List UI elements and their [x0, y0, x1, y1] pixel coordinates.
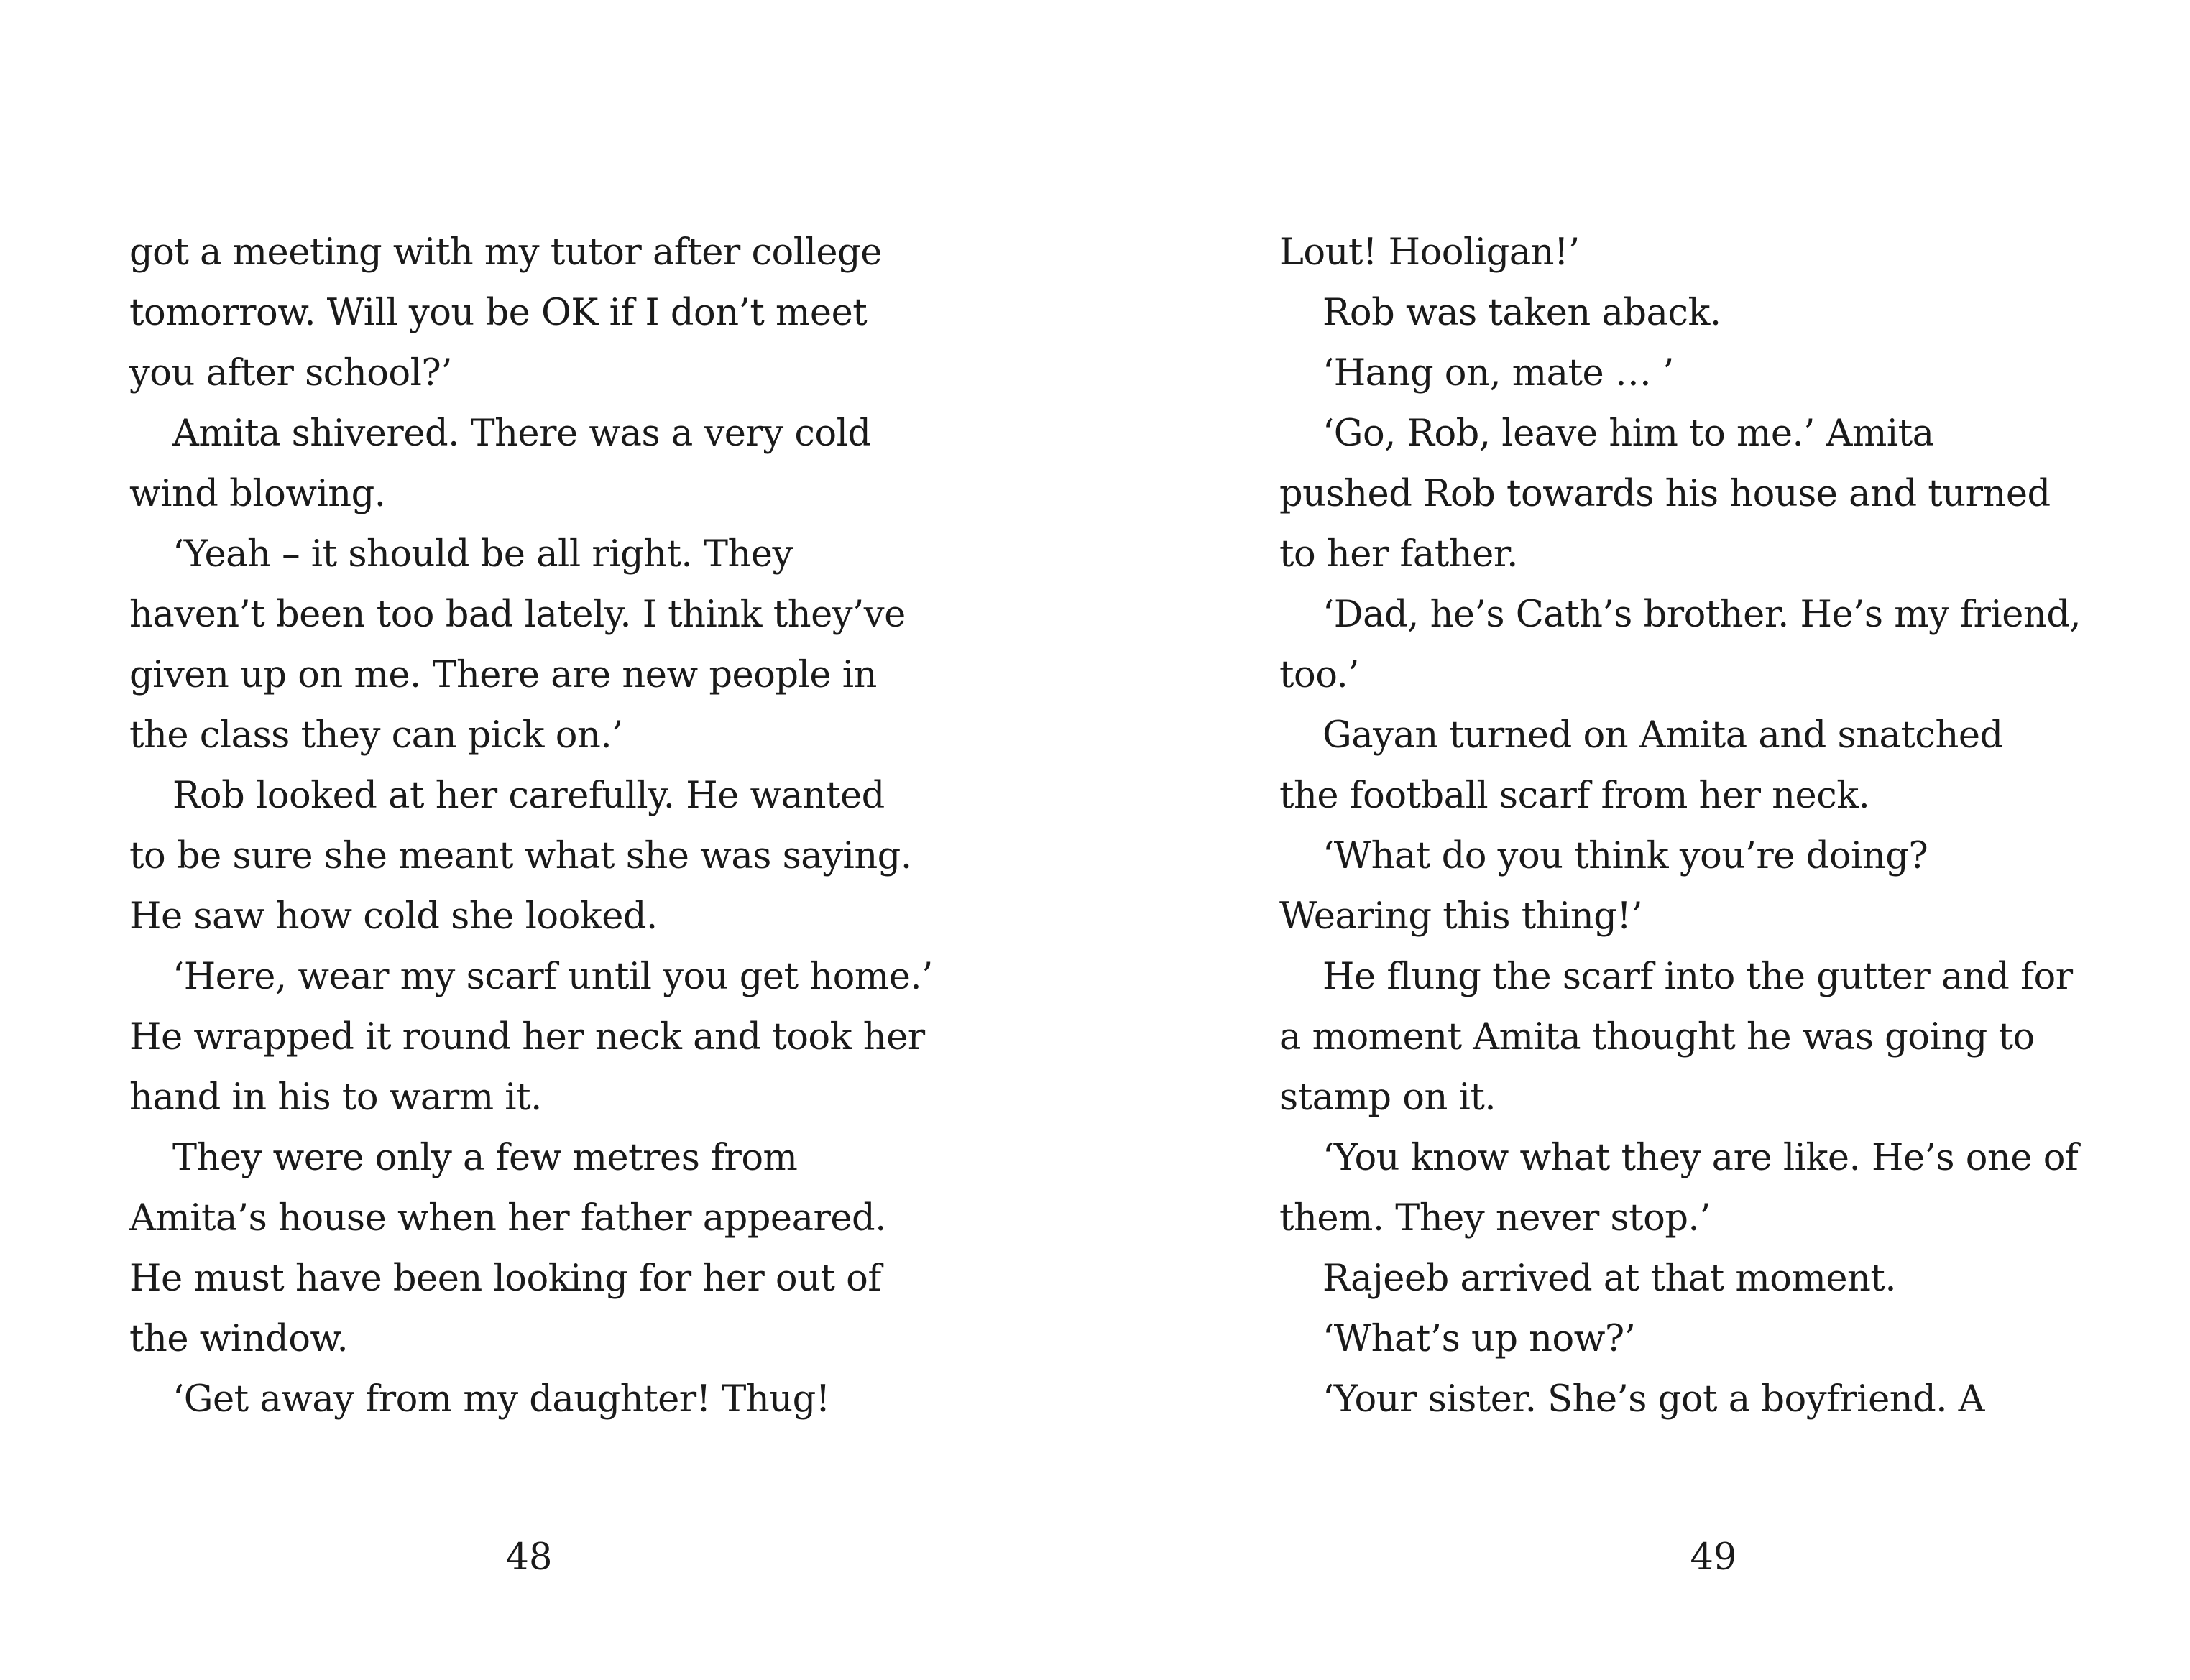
text-line: Lout! Hooligan!’	[1279, 231, 1580, 274]
text-line: too.’	[1279, 654, 1359, 696]
right-page-text	[1279, 223, 2171, 1430]
text-line: ‘Hang on, mate … ’	[1322, 352, 1674, 394]
text-line: Gayan turned on Amita and snatched	[1322, 714, 2003, 757]
text-line: He wrapped it round her neck and took her	[129, 1016, 925, 1058]
text-line: them. They never stop.’	[1279, 1197, 1711, 1240]
text-line: ‘What do you think you’re doing?	[1322, 835, 1928, 877]
text-line: ‘Yeah – it should be all right. They	[172, 533, 793, 576]
right-page	[1095, 0, 2190, 1680]
text-line: Amita shivered. There was a very cold	[172, 412, 871, 455]
page-number: 48	[505, 1536, 553, 1579]
page-number: 49	[1690, 1536, 1737, 1579]
text-line: a moment Amita thought he was going to	[1279, 1016, 2035, 1058]
text-line: haven’t been too bad lately. I think they’ve	[129, 594, 906, 636]
text-line: you after school?’	[129, 352, 452, 394]
text-line: Amita’s house when her father appeared.	[129, 1197, 886, 1240]
text-line: the class they can pick on.’	[129, 714, 623, 757]
text-line: ‘What’s up now?’	[1322, 1318, 1636, 1360]
text-line: to her father.	[1279, 533, 1518, 576]
text-line: Rob looked at her carefully. He wanted	[172, 775, 885, 817]
text-line: to be sure she meant what she was saying.	[129, 835, 912, 877]
text-line: tomorrow. Will you be OK if I don’t meet	[129, 292, 868, 334]
text-line: given up on me. There are new people in	[129, 654, 877, 696]
text-line: ‘Here, wear my scarf until you get home.’	[172, 956, 933, 998]
text-line: They were only a few metres from	[172, 1137, 798, 1179]
text-line: hand in his to warm it.	[129, 1076, 542, 1119]
text-line: ‘You know what they are like. He’s one of	[1322, 1137, 2079, 1179]
text-line: Rajeeb arrived at that moment.	[1322, 1257, 1897, 1300]
text-line: He flung the scarf into the gutter and for	[1322, 956, 2073, 998]
text-line: ‘Get away from my daughter! Thug!	[172, 1378, 830, 1421]
text-line: He must have been looking for her out of	[129, 1257, 881, 1300]
text-line: stamp on it.	[1279, 1076, 1496, 1119]
text-line: Wearing this thing!’	[1279, 895, 1643, 938]
left-page-text	[129, 223, 963, 1430]
text-line: the window.	[129, 1318, 349, 1360]
text-line: wind blowing.	[129, 473, 386, 515]
text-line: He saw how cold she looked.	[129, 895, 658, 938]
text-line: ‘Dad, he’s Cath’s brother. He’s my friend,	[1322, 594, 2081, 636]
text-line: ‘Your sister. She’s got a boyfriend. A	[1322, 1378, 1985, 1421]
text-line: pushed Rob towards his house and turned	[1279, 473, 2051, 515]
text-line: Rob was taken aback.	[1322, 292, 1721, 334]
text-line: ‘Go, Rob, leave him to me.’ Amita	[1322, 412, 1934, 455]
text-line: the football scarf from her neck.	[1279, 775, 1870, 817]
text-line: got a meeting with my tutor after college	[129, 231, 882, 274]
